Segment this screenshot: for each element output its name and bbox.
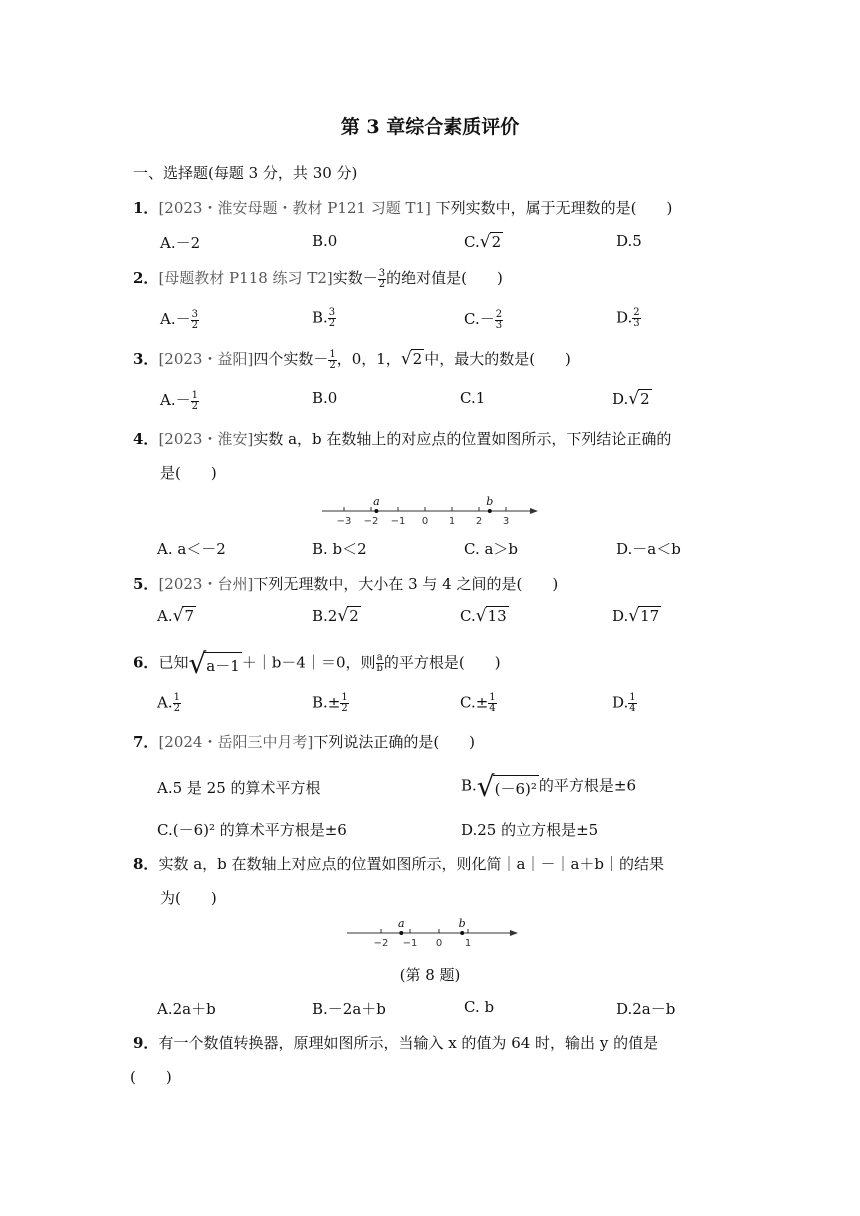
option-b: B. $\frac{3}{2}$ <box>312 307 336 329</box>
tick-label: −2 <box>363 516 379 527</box>
question-6: 6．已知√a－1 ＋｜b－4｜＝0，则 $\frac{a}{b}$ 的平方根是( ) <box>133 647 501 680</box>
option-d: D.25 的立方根是±5 <box>461 821 599 839</box>
question-source: [2023・淮安母题・教材 P121 习题 T1] <box>158 199 431 217</box>
tick-label: −1 <box>402 938 418 949</box>
question-8-continuation: 为( ) <box>160 889 217 907</box>
option-d: D.5 <box>616 232 642 250</box>
option-d: D. $\frac{2}{3}$ <box>616 307 640 329</box>
option-a: A.5 是 25 的算术平方根 <box>157 779 321 797</box>
option-b: B.－2a＋b <box>312 1000 386 1018</box>
option-d: D. $\frac{1}{4}$ <box>612 692 636 714</box>
axis-arrow <box>510 930 518 936</box>
option-b: B.2√2 <box>312 606 359 626</box>
option-a: A. $\frac{1}{2}$ <box>157 692 180 714</box>
question-source: [2023・淮安] <box>158 430 254 448</box>
question-number: 4． <box>133 430 159 448</box>
question-number: 8． <box>133 855 159 873</box>
point-b <box>488 509 492 513</box>
question-number: 2． <box>133 269 159 287</box>
point-label-a: a <box>398 917 405 930</box>
option-c: C. b <box>464 998 495 1016</box>
question-9-continuation: ( ) <box>130 1068 172 1086</box>
tick-label: −3 <box>336 516 352 527</box>
question-4-options <box>157 538 760 564</box>
question-4-continuation: 是( ) <box>160 464 217 482</box>
option-c: C.－ $\frac{2}{3}$ <box>464 308 503 331</box>
question-5: 5．[2023・台州]下列无理数中，大小在 3 与 4 之间的是( ) <box>133 575 559 593</box>
number-line-q8 <box>345 914 520 950</box>
question-1 <box>133 197 672 218</box>
question-5-options <box>157 606 760 632</box>
question-number: 5． <box>133 575 159 593</box>
question-8: 8．实数 a，b 在数轴上对应点的位置如图所示，则化简｜a｜－｜a＋b｜的结果 <box>133 855 665 873</box>
option-b: B.± $\frac{1}{2}$ <box>312 692 348 714</box>
question-8-options <box>157 998 760 1024</box>
tick-label: −2 <box>373 938 389 949</box>
option-a: A.2a＋b <box>157 1000 216 1018</box>
point-label-a: a <box>373 495 380 508</box>
question-9: 9．有一个数值转换器，原理如图所示，当输入 x 的值为 64 时，输出 y 的值是 <box>133 1034 659 1052</box>
question-text: 下列实数中，属于无理数的是( ) <box>430 199 673 217</box>
tick-label: 1 <box>448 516 456 527</box>
number-line-q4 <box>320 492 540 528</box>
option-d: D.2a－b <box>616 1000 676 1018</box>
tick-label: −1 <box>390 516 406 527</box>
point-a <box>399 931 403 935</box>
option-d: D.√17 <box>612 606 660 626</box>
question-source: [2023・台州] <box>158 575 254 593</box>
point-label-b: b <box>486 495 494 508</box>
question-3: 3．[2023・益阳]四个实数－ $\frac{1}{2}$ ，0，1，√2 中，最大的数是( ) <box>133 348 571 371</box>
section-heading: 一、选择题(每题 3 分，共 30 分) <box>133 164 358 182</box>
point-a <box>374 509 378 513</box>
option-c: C.(－6)² 的算术平方根是±6 <box>157 821 347 839</box>
option-c: C.1 <box>460 389 486 407</box>
tick-label: 2 <box>475 516 483 527</box>
option-c: C.± $\frac{1}{4}$ <box>460 692 496 714</box>
axis-arrow <box>530 508 538 514</box>
option-b: B.0 <box>312 232 338 250</box>
question-number: 1． <box>133 199 159 217</box>
tick-label: 3 <box>502 516 510 527</box>
question-3-options <box>160 389 760 415</box>
figure-caption: (第 8 题) <box>399 966 461 984</box>
tick-label: 0 <box>421 516 429 527</box>
option-a: A.－2 <box>160 234 201 252</box>
question-4: 4．[2023・淮安]实数 a，b 在数轴上的对应点的位置如图所示，下列结论正确的 <box>133 430 672 448</box>
question-source: [2023・益阳] <box>158 350 254 368</box>
option-a: A. a＜－2 <box>157 540 226 558</box>
question-number: 6． <box>133 653 159 672</box>
question-source: [2024・岳阳三中月考] <box>158 733 314 751</box>
question-source: [母题教材 P118 练习 T2] <box>158 269 333 287</box>
option-b: B.√(－6)² 的平方根是±6 <box>461 770 637 803</box>
question-6-options <box>157 692 760 719</box>
option-c: C. a＞b <box>464 540 519 558</box>
point-label-b: b <box>458 917 466 930</box>
question-2-options <box>160 308 760 334</box>
option-b: B.0 <box>312 389 338 407</box>
point-b <box>460 931 464 935</box>
option-d: D.－a＜b <box>616 540 681 558</box>
tick-label: 0 <box>435 938 443 949</box>
option-c: C.√2 <box>464 232 502 252</box>
option-a: A.√7 <box>157 606 194 626</box>
option-c: C.√13 <box>460 606 507 626</box>
option-a: A.－ $\frac{1}{2}$ <box>160 389 198 412</box>
question-number: 9． <box>133 1034 159 1052</box>
question-number: 3． <box>133 350 159 368</box>
option-b: B. b＜2 <box>312 540 367 558</box>
question-2: 2．[母题教材 P118 练习 T2]实数－ $\frac{3}{2}$ 的绝对值是( ) <box>133 267 503 290</box>
question-7: 7．[2024・岳阳三中月考]下列说法正确的是( ) <box>133 733 476 751</box>
question-number: 7． <box>133 733 159 751</box>
option-d: D.√2 <box>612 389 650 409</box>
question-1-options <box>160 232 760 258</box>
tick-label: 1 <box>464 938 472 949</box>
option-a: A.－ $\frac{3}{2}$ <box>160 308 198 331</box>
page-title: 第 3 章综合素质评价 <box>340 116 520 138</box>
